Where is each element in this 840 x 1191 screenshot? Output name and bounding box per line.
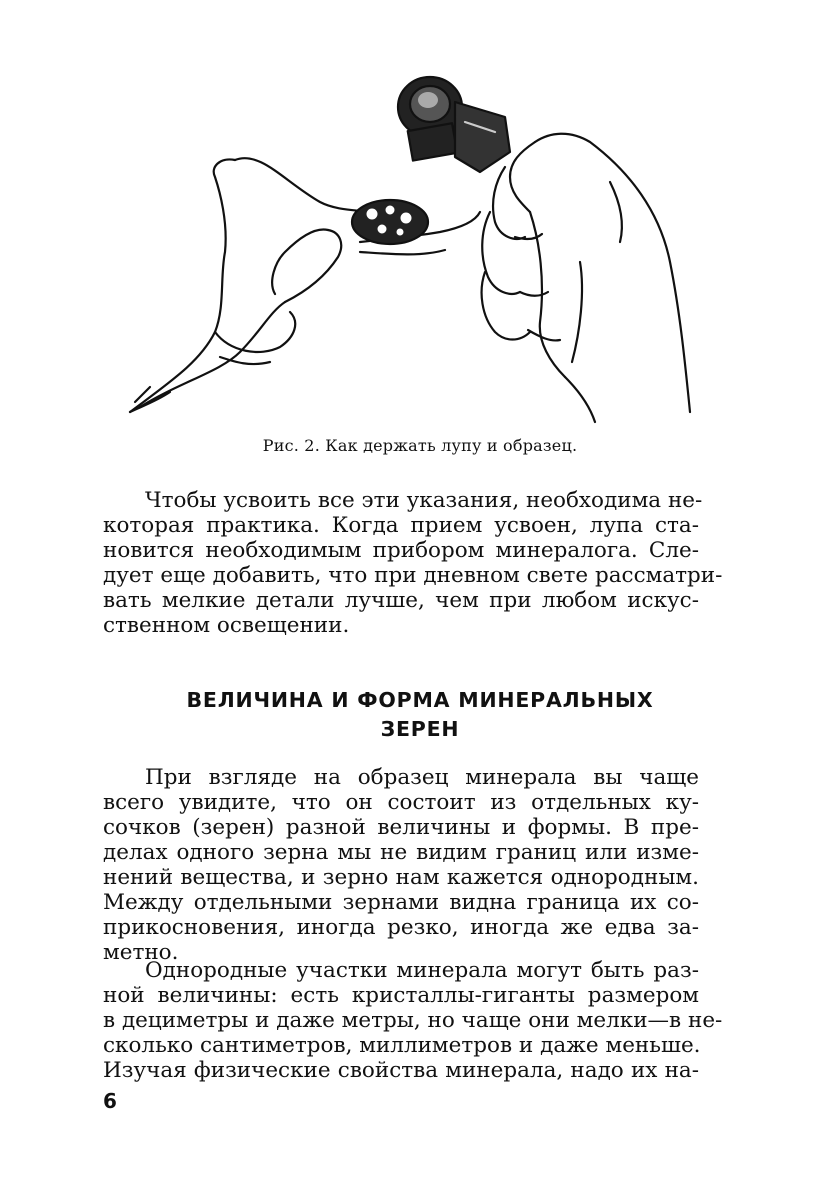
text-line: Изучая физические свойства минерала, надо их на- xyxy=(103,1058,699,1083)
section-heading-line-2: ЗЕРЕН xyxy=(380,717,460,741)
paragraph-practice xyxy=(103,488,723,638)
text-line: Чтобы усвоить все эти указания, необходима не- xyxy=(145,488,703,513)
text-line: сколько сантиметров, миллиметров и даже меньше. xyxy=(103,1033,701,1058)
text-line: которая практика. Когда прием усвоен, лупа ста- xyxy=(103,513,699,538)
text-line: При взгляде на образец минерала вы чаще xyxy=(145,765,699,790)
text-line: Между отдельными зернами видна граница их со- xyxy=(103,890,699,915)
left-hand-drawing xyxy=(130,158,480,412)
text-line: Однородные участки минерала могут быть раз- xyxy=(145,958,699,983)
text-line: всего увидите, что он состоит из отдельных ку- xyxy=(103,790,699,815)
mineral-sample-drawing xyxy=(352,200,428,244)
text-line: сочков (зерен) разной величины и формы. В пре- xyxy=(103,815,699,840)
paragraph-homogeneous-regions xyxy=(103,958,723,1083)
section-heading xyxy=(0,686,840,744)
text-line: вать мелкие детали лучше, чем при любом искус- xyxy=(103,588,699,613)
text-line: метно. xyxy=(103,940,179,965)
text-line: новится необходимым прибором минералога. Сле- xyxy=(103,538,699,563)
text-line: прикосновения, иногда резко, иногда же едва за- xyxy=(103,915,699,940)
section-heading-line-1: ВЕЛИЧИНА И ФОРМА МИНЕРАЛЬНЫХ xyxy=(186,688,654,712)
figure-caption: Рис. 2. Как держать лупу и образец. xyxy=(262,436,578,455)
text-line: нений вещества, и зерно нам кажется однородным. xyxy=(103,865,699,890)
page-number: 6 xyxy=(103,1089,117,1113)
text-line: в дециметры и даже метры, но чаще они мелки—в не- xyxy=(103,1008,723,1033)
loupe-drawing xyxy=(398,77,510,172)
text-line: дует еще добавить, что при дневном свете рассматри- xyxy=(103,563,723,588)
paragraph-grains xyxy=(103,765,699,965)
text-line: ственном освещении. xyxy=(103,613,350,638)
right-hand-drawing xyxy=(482,134,690,422)
text-line: делах одного зерна мы не видим границ или изме- xyxy=(103,840,699,865)
text-line: ной величины: есть кристаллы-гиганты размером xyxy=(103,983,699,1008)
illustration-hands-holding-loupe-and-sample xyxy=(110,62,710,427)
